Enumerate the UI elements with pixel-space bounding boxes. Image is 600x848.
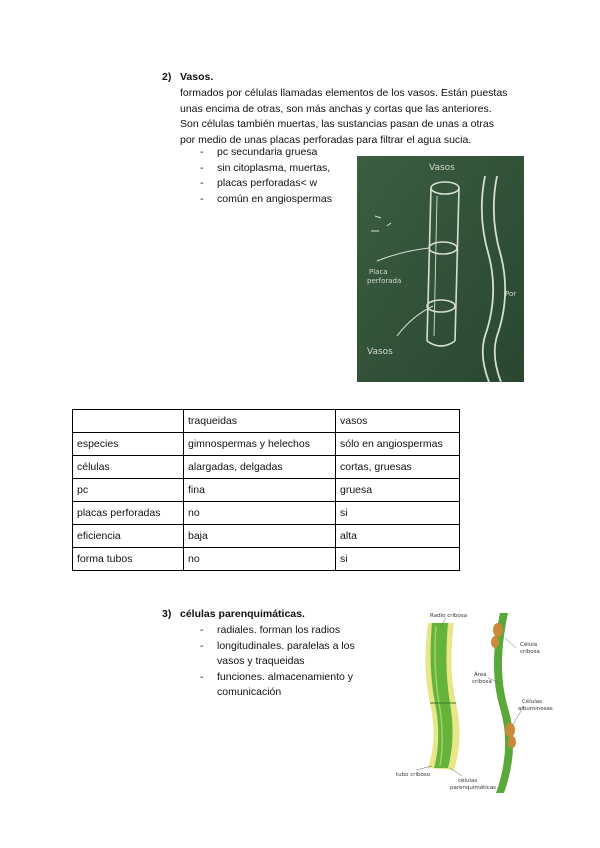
- section-3-heading: [162, 608, 305, 620]
- diagram-label: Radio cribosa: [430, 613, 468, 619]
- bullet-line: comunicación: [217, 686, 282, 698]
- table-cell: baja: [184, 525, 336, 548]
- table-row: [73, 456, 460, 479]
- table-cell: especies: [73, 433, 184, 456]
- section-2-title: Vasos.: [180, 71, 214, 83]
- diagram-label: albuminosas: [518, 706, 553, 712]
- table-cell: cortas, gruesas: [336, 456, 460, 479]
- sieve-cell-illustration: [388, 608, 568, 798]
- table-cell: forma tubos: [73, 548, 184, 571]
- table-row: [73, 502, 460, 525]
- bullet-item: [200, 639, 375, 670]
- table-row: [73, 433, 460, 456]
- section-2-bullets: [200, 145, 350, 207]
- chalk-text: Vasos: [367, 347, 393, 357]
- table-row: [73, 548, 460, 571]
- table-header-row: [73, 410, 460, 433]
- diagram-label: parenquimáticas: [450, 785, 497, 791]
- diagram-label: Célula: [520, 642, 538, 648]
- table-header-cell: [73, 410, 184, 433]
- section-2-heading: [162, 71, 213, 83]
- bullet-line: - funciones. almacenamiento y: [217, 670, 353, 683]
- diagram-label: cribosa: [520, 649, 540, 655]
- table-cell: si: [336, 548, 460, 571]
- table-cell: alargadas, delgadas: [184, 456, 336, 479]
- section-3-number: 3): [162, 608, 172, 620]
- table-header-cell: traqueidas: [184, 410, 336, 433]
- table-cell: células: [73, 456, 184, 479]
- sieve-cell-diagram: [388, 608, 568, 798]
- diagram-label: células: [458, 778, 478, 784]
- table-cell: si: [336, 502, 460, 525]
- chalk-text: Placa: [369, 268, 388, 276]
- diagram-label: tubo criboso: [396, 772, 431, 778]
- chalk-text: perforada: [367, 277, 402, 285]
- comparison-table: [72, 409, 460, 571]
- paragraph-line: unas encima de otras, son más anchas y cortas que las anteriores.: [180, 102, 492, 115]
- paragraph-line: formados por células llamadas elementos de los vasos. Están puestas: [180, 87, 508, 99]
- section-3-bullets: [200, 623, 375, 701]
- chalkboard-drawing: [357, 156, 524, 382]
- table-cell: placas perforadas: [73, 502, 184, 525]
- diagram-label: cribosa: [472, 679, 492, 685]
- paragraph-line: Son células también muertas, las sustancias pasan de unas a otras: [180, 118, 495, 130]
- bullet-item: - común en angiospermas: [200, 192, 350, 208]
- section-2-paragraph: [180, 86, 540, 148]
- bullet-item: [200, 623, 375, 639]
- paragraph-line: por medio de unas placas perforadas para filtrar el agua sucia.: [180, 133, 472, 146]
- bullet-item: - placas perforadas< w: [200, 176, 350, 192]
- table-cell: no: [184, 548, 336, 571]
- bullet-item: [200, 670, 375, 701]
- table-cell: fina: [184, 479, 336, 502]
- diagram-label: Células: [522, 699, 543, 705]
- table-header-cell: vasos: [336, 410, 460, 433]
- chalk-text: Por: [505, 290, 517, 298]
- table-cell: eficiencia: [73, 525, 184, 548]
- bullet-line: vasos y traqueidas: [217, 655, 305, 667]
- section-2-number: 2): [162, 71, 172, 83]
- table-cell: pc: [73, 479, 184, 502]
- table-cell: gruesa: [336, 479, 460, 502]
- table-row: [73, 479, 460, 502]
- table-cell: no: [184, 502, 336, 525]
- chalkboard-photo: [357, 156, 524, 382]
- table-cell: gimnospermas y helechos: [184, 433, 336, 456]
- section-3-title: células parenquimáticas.: [180, 608, 305, 620]
- table-cell: sólo en angiospermas: [336, 433, 460, 456]
- chalk-text: Vasos: [429, 163, 455, 173]
- bullet-item: - sin citoplasma, muertas,: [200, 161, 350, 177]
- diagram-label: Área: [474, 672, 487, 678]
- table-row: [73, 525, 460, 548]
- bullet-line: - radiales. forman los radios: [217, 624, 341, 636]
- bullet-line: - longitudinales. paralelas a los: [217, 639, 355, 652]
- bullet-item: - pc secundaria gruesa: [200, 145, 350, 161]
- table-cell: alta: [336, 525, 460, 548]
